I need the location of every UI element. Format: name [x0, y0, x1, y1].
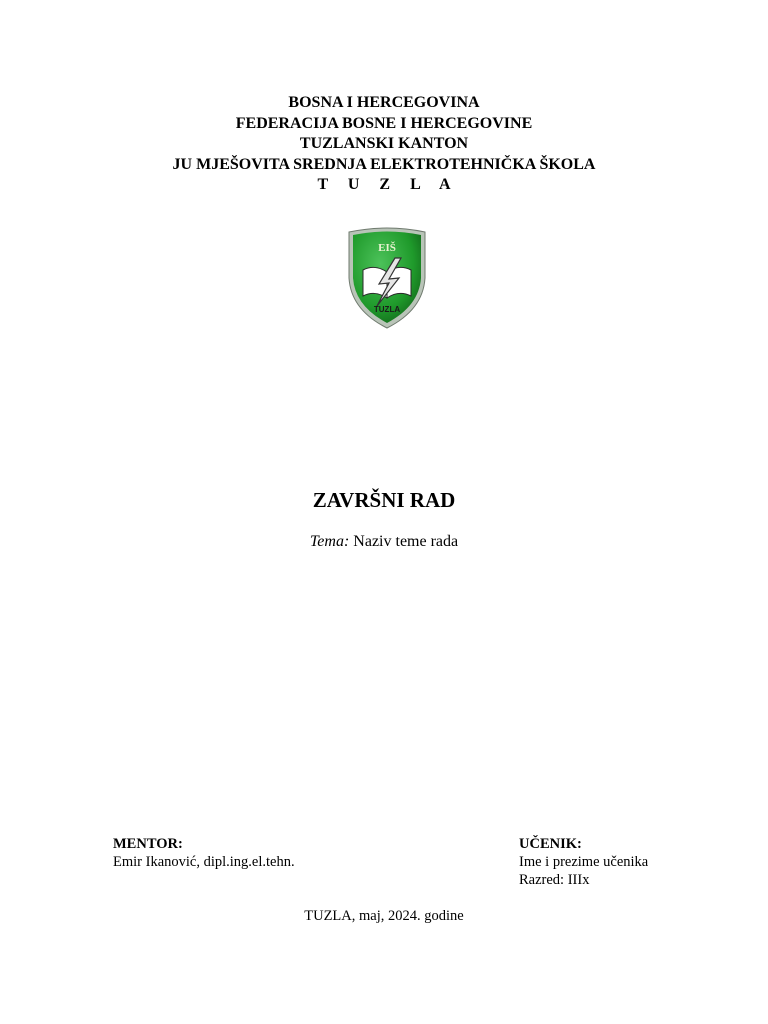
shield-icon	[343, 226, 431, 330]
document-header	[0, 93, 768, 196]
header-canton: TUZLANSKI KANTON	[299, 135, 469, 152]
document-title: ZAVRŠNI RAD	[312, 488, 456, 512]
logo-bottom-text: TUZLA	[373, 305, 401, 314]
student-class: Razred: IIIx	[519, 872, 590, 888]
school-logo	[343, 226, 431, 330]
student-name: Ime i prezime učenika	[519, 854, 649, 870]
mentor-name: Emir Ikanović, dipl.ing.el.tehn.	[113, 854, 295, 870]
topic-line	[0, 531, 768, 553]
topic-label: Tema:	[309, 533, 350, 550]
mentor-heading: MENTOR:	[113, 836, 183, 852]
document-footer: TUZLA, maj, 2024. godine	[304, 908, 464, 924]
header-city: T U Z L A	[317, 176, 459, 193]
header-federation: FEDERACIJA BOSNE I HERCEGOVINE	[235, 114, 533, 132]
header-country: BOSNA I HERCEGOVINA	[288, 94, 480, 111]
logo-top-text: EIŠ	[378, 242, 396, 254]
mentor-block	[113, 835, 295, 871]
student-heading: UČENIK:	[519, 836, 582, 852]
topic-value: Naziv teme rada	[353, 533, 459, 550]
student-block	[519, 835, 648, 889]
header-school: JU MJEŠOVITA SREDNJA ELEKTROTEHNIČKA ŠKOLA	[172, 155, 596, 173]
